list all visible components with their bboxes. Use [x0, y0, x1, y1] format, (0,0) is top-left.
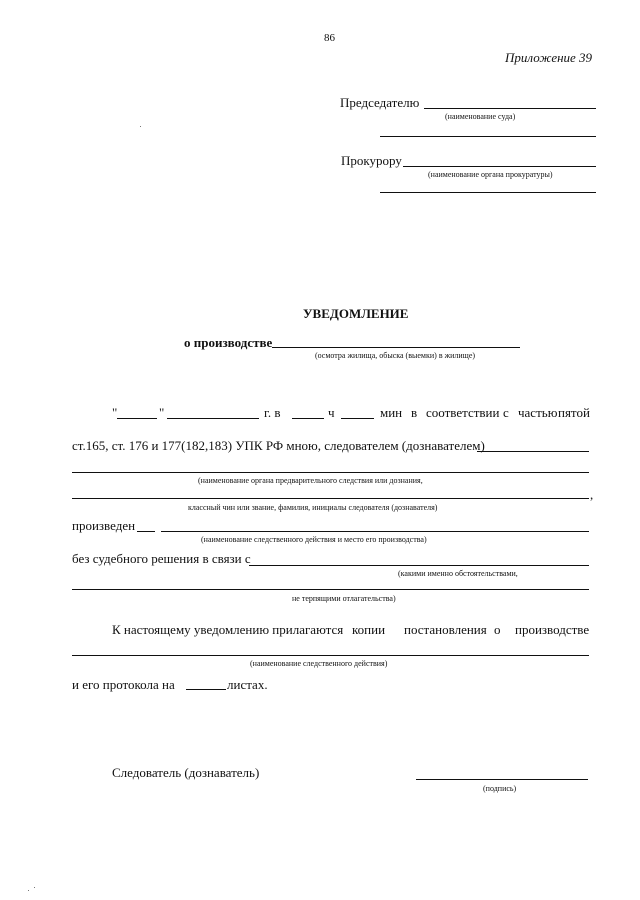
protocol-suffix: листах. [227, 677, 268, 692]
rank-caption: классный чин или звание, фамилия, инициалы следователя (дознавателя) [188, 503, 438, 512]
scan-speck-2 [28, 890, 29, 891]
word-with: с [503, 405, 509, 420]
chairman-label: Председателю [340, 95, 420, 110]
action-name-line[interactable] [72, 655, 589, 656]
day-field[interactable] [117, 418, 157, 419]
prosecutor-caption: (наименование органа прокуратуры) [428, 170, 553, 179]
circumstances-caption: (какими именно обстоятельствами, [398, 569, 518, 578]
no-court-label: без судебного решения в связи с [72, 551, 251, 566]
page-number: 86 [324, 32, 335, 44]
word-accordance: соответствии [426, 405, 500, 420]
produced-label: произведен [72, 518, 136, 533]
circumstances-line[interactable] [249, 565, 589, 566]
rank-line[interactable] [72, 498, 589, 499]
court-caption: (наименование суда) [445, 112, 516, 121]
attach-text-1: К настоящему уведомлению прилагаются [112, 622, 344, 637]
minute-field[interactable] [341, 418, 374, 419]
agency-line[interactable] [72, 472, 589, 473]
scan-speck-3 [34, 887, 35, 888]
word-in: в [411, 405, 418, 420]
appendix-label: Приложение 39 [505, 50, 593, 65]
urgent-caption: не терпящими отлагательства) [292, 594, 396, 603]
word-fifth: пятой [558, 405, 590, 420]
rank-line-comma: , [590, 487, 594, 502]
signature-line[interactable] [416, 779, 588, 780]
statute-line: ст.165, ст. 176 и 177(182,183) УПК РФ мною, следователем (дознавателем) [72, 438, 485, 453]
court-name-line-2[interactable] [380, 136, 596, 137]
attach-text-5: производстве [515, 622, 590, 637]
investigator-field[interactable] [477, 451, 589, 452]
signature-label: Следователь (дознаватель) [112, 765, 260, 780]
subtitle-label: о производстве [184, 335, 273, 350]
signature-caption: (подпись) [483, 784, 517, 793]
subtitle-caption: (осмотра жилища, обыска (выемки) в жилище) [314, 351, 476, 360]
hour-unit: ч [328, 405, 335, 420]
action-place-caption: (наименование следственного действия и место его производства) [201, 535, 427, 544]
attach-text-2: копии [352, 622, 386, 637]
prosecutor-label: Прокурору [341, 153, 402, 168]
scan-speck [140, 126, 141, 127]
month-field[interactable] [167, 418, 259, 419]
agency-caption: (наименование органа предварительного следствия или дознания, [198, 476, 423, 485]
prosecutor-office-line-2[interactable] [380, 192, 596, 193]
quote-close: " [159, 405, 165, 420]
sheet-count-field[interactable] [186, 689, 226, 690]
court-name-line[interactable] [424, 108, 596, 109]
quote-open: " [112, 405, 118, 420]
prosecutor-office-line[interactable] [403, 166, 596, 167]
action-name-caption: (наименование следственного действия) [250, 659, 388, 668]
word-part: частью [518, 405, 558, 420]
attach-text-4: о [494, 622, 501, 637]
circumstances-line-2[interactable] [72, 589, 589, 590]
minute-unit: мин [380, 405, 403, 420]
produced-short-field[interactable] [137, 531, 155, 532]
attach-text-3: постановления [404, 622, 487, 637]
subtitle-line[interactable] [272, 347, 520, 348]
protocol-prefix: и его протокола на [72, 677, 175, 692]
hour-field[interactable] [292, 418, 324, 419]
action-place-line[interactable] [161, 531, 589, 532]
document-title: УВЕДОМЛЕНИЕ [303, 306, 409, 321]
year-unit: г. в [264, 405, 281, 420]
